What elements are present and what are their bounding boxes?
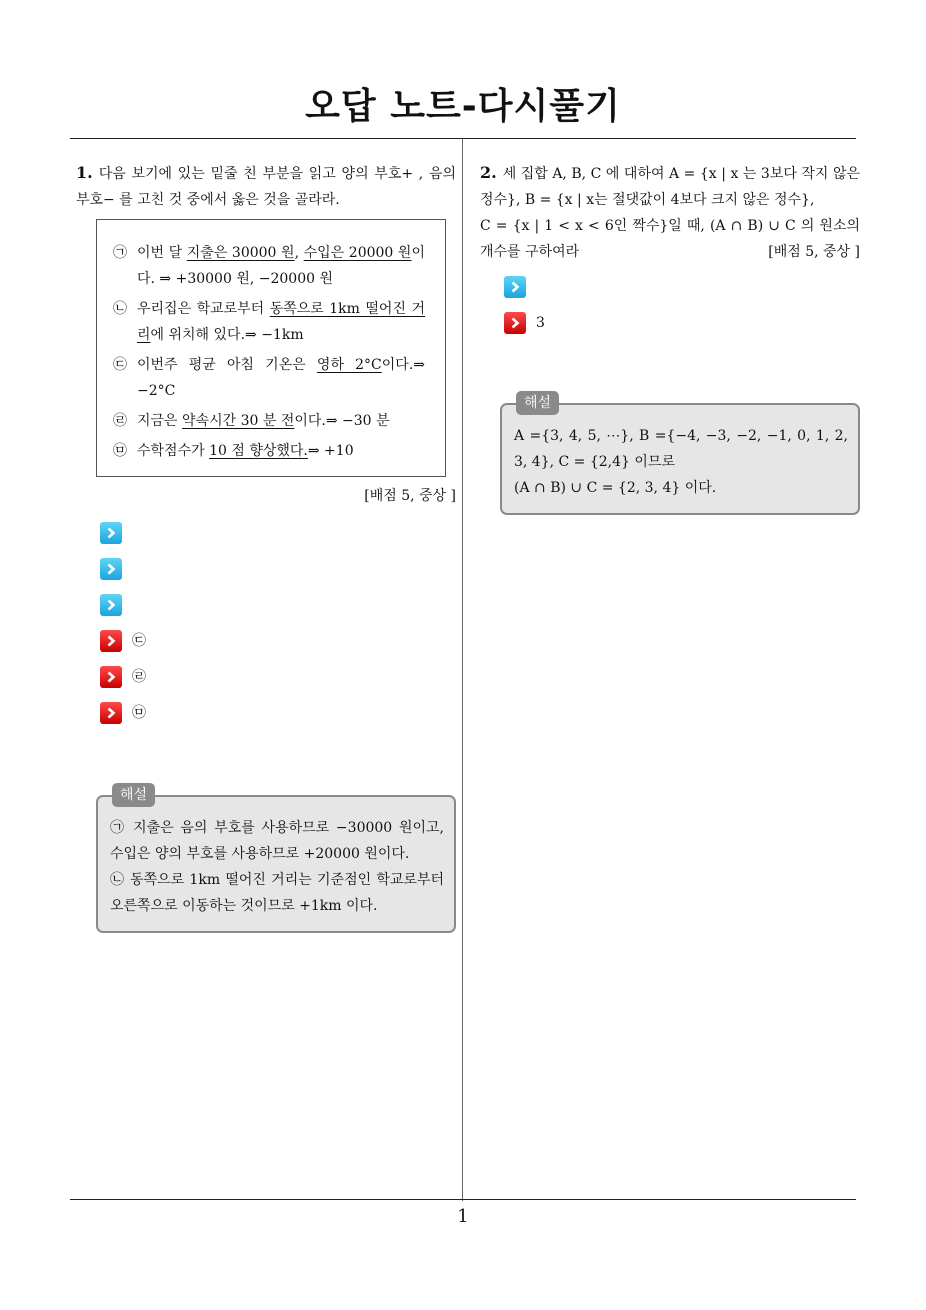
choice-item: ㉣ 지금은 약속시간 30 분 전이다.⇒ −30 분 [113, 408, 425, 434]
question-1-stem [76, 160, 456, 213]
explanation-line: ㉡ 동쪽으로 1km 떨어진 거리는 기준점인 학교로부터 오른쪽으로 이동하는 것이므로 +1km 이다. [110, 872, 444, 914]
answer-text: ㉣ [132, 669, 146, 685]
explanation-line: (A ∩ B) ∪ C = {2, 3, 4} 이다. [514, 480, 717, 496]
explanation-label: 해설 [112, 783, 155, 807]
underlined-phrase: 영하 2°C [316, 357, 382, 373]
answer-text: 3 [536, 315, 545, 331]
question-1-answers [100, 515, 456, 731]
chevron-right-blue-icon[interactable] [100, 522, 122, 544]
answer-row [100, 623, 456, 659]
choice-marker: ㉤ [113, 443, 127, 459]
explanation-line: A ={3, 4, 5, ⋯}, B ={−4, −3, −2, −1, 0, 1, 2, 3, 4}, C = {2,4} 이므로 [514, 428, 848, 470]
header-rule [70, 138, 856, 139]
question-1-text: 다음 보기에 있는 밑줄 친 부분을 읽고 양의 부호+ , 음의 부호− 를 고친 것 중에서 옳은 것을 골라라. [76, 166, 456, 208]
choice-marker: ㉡ [113, 301, 127, 317]
chevron-right-red-icon[interactable] [100, 666, 122, 688]
choice-marker: ㉠ [113, 245, 127, 261]
underlined-phrase: 수입은 20000 원 [303, 245, 412, 261]
question-2-answers [504, 269, 860, 341]
explanation-label: 해설 [516, 391, 559, 415]
underlined-phrase: 지출은 30000 원 [186, 245, 295, 261]
answer-row [100, 659, 456, 695]
answer-text: ㉤ [132, 705, 146, 721]
question-1-number: 1. [76, 163, 93, 182]
column-divider [462, 139, 463, 1201]
answer-row [100, 695, 456, 731]
underlined-phrase: 10 점 향상했다. [209, 443, 308, 459]
question-1-explanation [96, 787, 456, 933]
choice-item: ㉤ 수학점수가 10 점 향상했다.⇒ +10 [113, 438, 425, 464]
page-title: 오답 노트-다시풀기 [305, 86, 621, 127]
question-1-choices-box [96, 219, 446, 477]
page-number: 1 [457, 1206, 469, 1227]
explanation-line: ㉠ 지출은 음의 부호를 사용하므로 −30000 원이고, 수입은 양의 부호를 사용하므로 +20000 원이다. [110, 820, 444, 862]
choice-marker: ㉢ [113, 357, 127, 373]
answer-row [100, 587, 456, 623]
choice-item: ㉡ 우리집은 학교로부터 동쪽으로 1km 떨어진 거리에 위치해 있다.⇒ −1km [113, 296, 425, 348]
underlined-phrase: 동쪽으로 1km 떨어진 거리 [137, 301, 425, 343]
question-1 [76, 160, 456, 933]
chevron-right-red-icon[interactable] [100, 702, 122, 724]
underlined-phrase: 약속시간 30 분 전 [182, 413, 295, 429]
question-1-points: [배점 5, 중상 ] [364, 488, 456, 504]
answer-row [504, 269, 860, 305]
question-2-points: [배점 5, 중상 ] [768, 244, 860, 260]
chevron-right-red-icon[interactable] [100, 630, 122, 652]
chevron-right-blue-icon[interactable] [100, 558, 122, 580]
question-2-stem [480, 160, 860, 213]
question-2-number: 2. [480, 163, 497, 182]
question-2-text-cont: C = {x | 1 < x < 6인 짝수}일 때, (A ∩ B) ∪ C 의 원소의 개수를 구하여라 [480, 218, 860, 260]
question-2-explanation [500, 395, 860, 515]
answer-row [504, 305, 860, 341]
answer-row [100, 515, 456, 551]
chevron-right-red-icon[interactable] [504, 312, 526, 334]
footer-rule [70, 1199, 856, 1200]
answer-row [100, 551, 456, 587]
choice-item: ㉠ 이번 달 지출은 30000 원, 수입은 20000 원이다. ⇒ +30000 원, −20000 원 [113, 240, 425, 292]
question-2 [480, 160, 860, 515]
answer-text: ㉢ [132, 633, 146, 649]
choice-item: ㉢ 이번주 평균 아침 기온은 영하 2°C이다.⇒ −2°C [113, 352, 425, 404]
choice-marker: ㉣ [113, 413, 127, 429]
question-2-text: 세 집합 A, B, C 에 대하여 A = {x | x 는 3보다 작지 않은 정수}, B = {x | x는 절댓값이 4보다 크지 않은 정수}, [480, 166, 860, 208]
chevron-right-blue-icon[interactable] [100, 594, 122, 616]
chevron-right-blue-icon[interactable] [504, 276, 526, 298]
